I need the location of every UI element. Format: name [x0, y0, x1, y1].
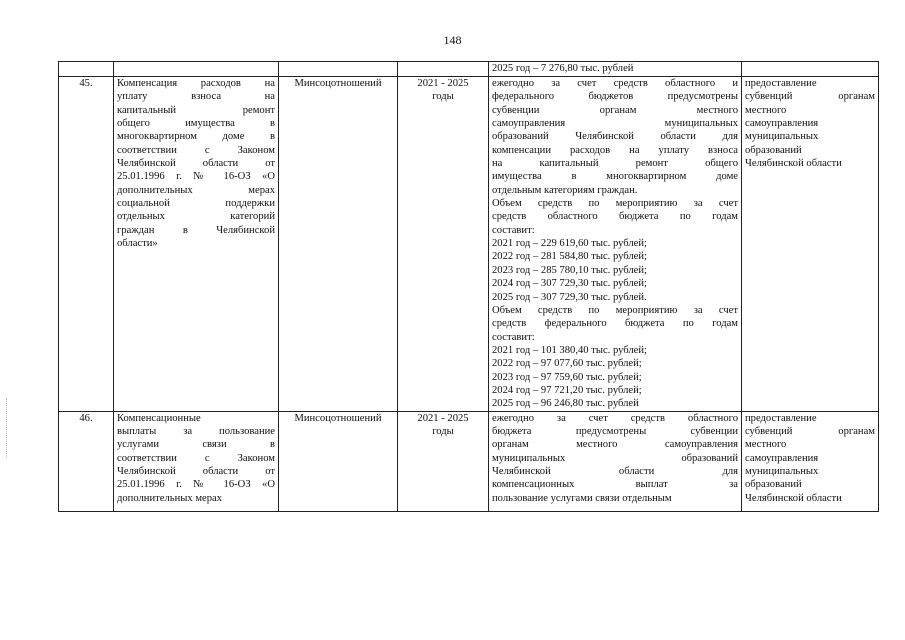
cell-description: [489, 411, 742, 511]
text-line: выплаты за пользование: [117, 425, 275, 437]
text-line: составит:: [492, 224, 535, 236]
text-line: федерального бюджетов предусмотрены: [492, 91, 738, 103]
row-number: 45.: [79, 78, 93, 89]
row-number: 46.: [79, 412, 93, 424]
text-line: 2023 год – 97 759,60 тыс. рублей;: [492, 371, 642, 383]
text-line: 2024 год – 97 721,20 тыс. рублей;: [492, 384, 642, 396]
text-line: субвенции органам местного: [492, 104, 738, 116]
text-line: 2023 год – 285 780,10 тыс. рублей;: [492, 264, 648, 276]
text-line: самоуправления: [745, 452, 819, 464]
text-line: 2025 год – 96 246,80 тыс. рублей: [492, 398, 639, 410]
text-line: 2021 - 2025: [417, 412, 469, 424]
text-line: отдельных категорий: [117, 211, 275, 223]
cell-num: [59, 77, 114, 412]
cell-executor: [279, 62, 398, 77]
text-line: капитальный ремонт: [117, 104, 275, 116]
text-line: 2024 год – 307 729,30 тыс. рублей;: [492, 278, 648, 290]
text-line: соответствии с Законом: [117, 144, 275, 156]
cell-term: [398, 411, 489, 511]
text-line: общего имущества в: [117, 118, 275, 130]
page-number: 148: [443, 33, 462, 47]
executor: Минсоцотношений: [294, 78, 382, 89]
text-line: субвенций органам: [745, 425, 875, 437]
scan-margin-mark: [6, 398, 8, 458]
cell-term: [398, 62, 489, 77]
text-line: бюджета предусмотрены субвенции: [492, 425, 738, 437]
text-line: отдельным категориям граждан.: [492, 184, 638, 196]
text-line: 2021 год – 229 619,60 тыс. рублей;: [492, 238, 648, 250]
text-line: Компенсационные: [117, 412, 201, 424]
text-line: на капитальный ремонт общего: [492, 158, 738, 170]
text-line: средств областного бюджета по годам: [492, 211, 738, 223]
text-line: Компенсация расходов на: [117, 78, 275, 89]
text-line: Челябинской области для: [492, 465, 738, 477]
text-line: предоставление: [745, 78, 817, 89]
text-line: средств федерального бюджета по годам: [492, 318, 738, 330]
text-line: 2025 год – 307 729,30 тыс. рублей.: [492, 291, 647, 303]
text-line: субвенций органам: [745, 91, 875, 103]
cell-mechanism: [742, 411, 879, 511]
text-line: Объем средств по мероприятию за счет: [492, 304, 738, 316]
cell-executor: [279, 77, 398, 412]
text-line: 2021 год – 101 380,40 тыс. рублей;: [492, 344, 648, 356]
table-row: [59, 77, 879, 412]
text-line: Челябинской области: [745, 158, 842, 170]
text-line: ежегодно за счет средств областного и: [492, 78, 738, 89]
cell-mechanism: [742, 62, 879, 77]
text-line: муниципальных: [745, 465, 819, 477]
text-line: социальной поддержки: [117, 198, 275, 210]
cell-term: [398, 77, 489, 412]
text-line: Челябинской области от: [117, 158, 275, 170]
cell-mechanism: [742, 77, 879, 412]
text-line: компенсационных выплат за: [492, 479, 738, 491]
cell-name: [114, 411, 279, 511]
cell-name: [114, 77, 279, 412]
text-line: образований Челябинской области для: [492, 131, 738, 143]
text-line: самоуправления муниципальных: [492, 118, 738, 130]
text-line: муниципальных: [745, 131, 819, 143]
text-line: пользование услугами связи отдельным: [492, 492, 672, 504]
cell-description: [489, 77, 742, 412]
table-row-continuation: [59, 62, 879, 77]
text-line: дополнительных мерах: [117, 492, 223, 504]
text-line: 2022 год – 281 584,80 тыс. рублей;: [492, 251, 648, 263]
text-line: годы: [432, 91, 454, 103]
text-line: 2025 год – 7 276,80 тыс. рублей: [492, 63, 634, 74]
text-line: Объем средств по мероприятию за счет: [492, 198, 738, 210]
text-line: 25.01.1996 г. № 16-ОЗ «О: [117, 171, 275, 183]
text-line: предоставление: [745, 412, 817, 424]
text-line: ежегодно за счет средств областного: [492, 412, 738, 424]
measures-table: [58, 61, 879, 512]
text-line: образований: [745, 144, 802, 156]
text-line: годы: [432, 425, 454, 437]
text-line: Челябинской области: [745, 492, 842, 504]
text-line: области»: [117, 238, 158, 250]
executor: Минсоцотношений: [294, 412, 382, 424]
cell-name: [114, 62, 279, 77]
cell-num: [59, 62, 114, 77]
text-line: услугами связи в: [117, 439, 275, 451]
text-line: 2022 год – 97 077,60 тыс. рублей;: [492, 358, 642, 370]
text-line: дополнительных мерах: [117, 184, 275, 196]
cell-num: [59, 411, 114, 511]
text-line: органам местного самоуправления: [492, 439, 738, 451]
text-line: компенсации расходов на уплату взноса: [492, 144, 738, 156]
table-row: [59, 411, 879, 511]
text-line: соответствии с Законом: [117, 452, 275, 464]
text-line: 2021 - 2025: [417, 78, 469, 89]
text-line: образований: [745, 479, 802, 491]
text-line: уплату взноса на: [117, 91, 275, 103]
cell-executor: [279, 411, 398, 511]
cell-description: [489, 62, 742, 77]
text-line: местного: [745, 104, 787, 116]
text-line: имущества в многоквартирном доме: [492, 171, 738, 183]
text-line: составит:: [492, 331, 535, 343]
text-line: многоквартирном доме в: [117, 131, 275, 143]
text-line: муниципальных образований: [492, 452, 738, 464]
text-line: Челябинской области от: [117, 465, 275, 477]
text-line: самоуправления: [745, 118, 819, 130]
text-line: граждан в Челябинской: [117, 224, 275, 236]
text-line: местного: [745, 439, 787, 451]
text-line: 25.01.1996 г. № 16-ОЗ «О: [117, 479, 275, 491]
